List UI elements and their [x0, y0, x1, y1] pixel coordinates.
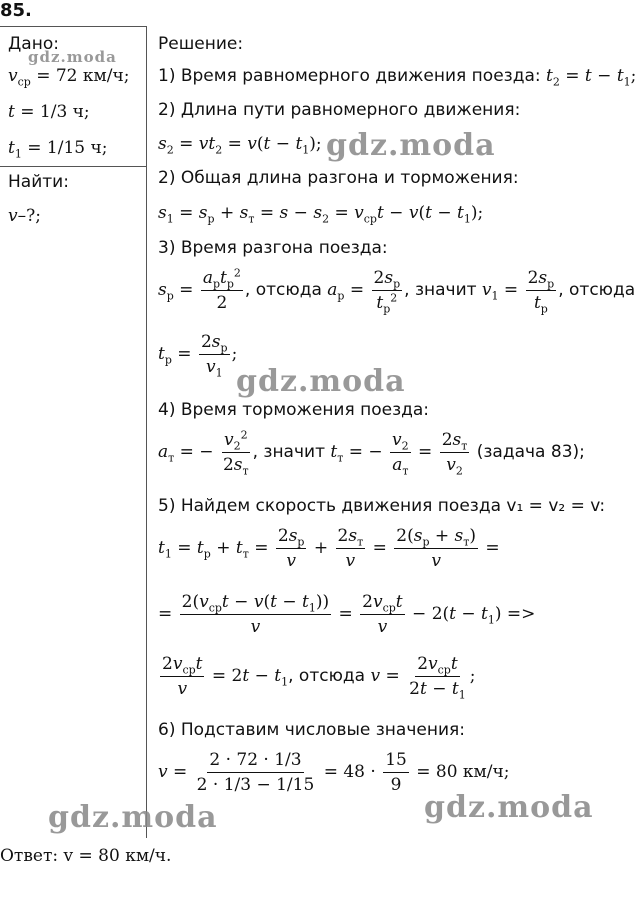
step-6-formula: v = $\frac{2 \cdot 72 \cdot 1/3}{2 \cdot 1/3 - 1/15}$ = 48 · $\frac{15}{9}$ = 80 км/ч; [158, 750, 510, 795]
given-line-3: $t_1 = 1/15$ ч; [8, 138, 108, 161]
watermark-4: gdz.moda [424, 790, 594, 825]
top-border [0, 26, 146, 27]
step-4-formula: $a_т$ = − $\frac{v_2^2}{2s_т}$ , значит $t_т$ = − $\frac{v_2}{a_т}$ = $\frac{2s_т}{v_2}$ (задача 83); [158, 428, 585, 478]
step-6: 6) Подставим числовые значения: [158, 720, 465, 740]
given-divider [0, 166, 146, 167]
answer: Ответ: v = 80 км/ч. [0, 846, 172, 866]
step-5-formula-3: $\frac{2v_{ср}t}{v}$ = $2t - t_1$, отсюда v = $\frac{2v_{ср}t}{2t - t_1}$ ; [162, 654, 476, 702]
find-value: v–?; [8, 206, 41, 226]
step-2b-formula: $s_1 = s_р + s_т = s - s_2 = v_{ср}t - v(t - t_1)$; [158, 203, 484, 226]
step-3: 3) Время разгона поезда: [158, 238, 388, 258]
column-divider [146, 26, 147, 838]
step-1: 1) Время равномерного движения поезда: $t_2 = t - t_1$; [158, 66, 636, 89]
step-2: 2) Длина пути равномерного движения: [158, 100, 521, 120]
given-line-2: t = 1/3 ч; [8, 102, 90, 122]
step-5: 5) Найдем скорость движения поезда v₁ = v₂ = v: [158, 496, 606, 516]
find-title: Найти: [8, 172, 69, 192]
given-line-1: $v_{ср} = 72$ км/ч; [8, 66, 130, 89]
watermark-2: gdz.moda [236, 364, 406, 399]
watermark-1: gdz.moda [326, 128, 496, 163]
step-5-formula-1: $t_1 = t_р + t_т$ = $\frac{2s_р}{v}$ + $\frac{2s_т}{v}$ = $\frac{2(s_р + s_т)}{v}$ = [158, 526, 500, 571]
given-title: Дано: [8, 34, 59, 54]
step-5-formula-2: = $\frac{2(v_{ср}t - v(t - t_1))}{v}$ = $\frac{2v_{ср}t}{v}$ − $2(t - t_1)$ => [158, 592, 536, 637]
solution-title: Решение: [158, 34, 244, 54]
watermark-small: gdz.moda [28, 48, 117, 66]
step-2b: 2) Общая длина разгона и торможения: [158, 168, 519, 188]
watermark-3: gdz.moda [48, 800, 218, 835]
step-3-formula: $s_р$ = $\frac{a_рt_р^2}{2}$ , отсюда $a_р$ = $\frac{2s_р}{t_р^2}$ , значит $v_1$ = $\frac{2s_р}{t_р}$ , отсюда [158, 266, 636, 316]
step-2-formula: $s_2 = vt_2 = v(t - t_1)$; [158, 134, 322, 157]
step-4: 4) Время торможения поезда: [158, 400, 430, 420]
problem-number: 85. [0, 0, 32, 21]
step-3-formula-2: $t_р$ = $\frac{2s_р}{v_1}$ ; [158, 332, 238, 380]
